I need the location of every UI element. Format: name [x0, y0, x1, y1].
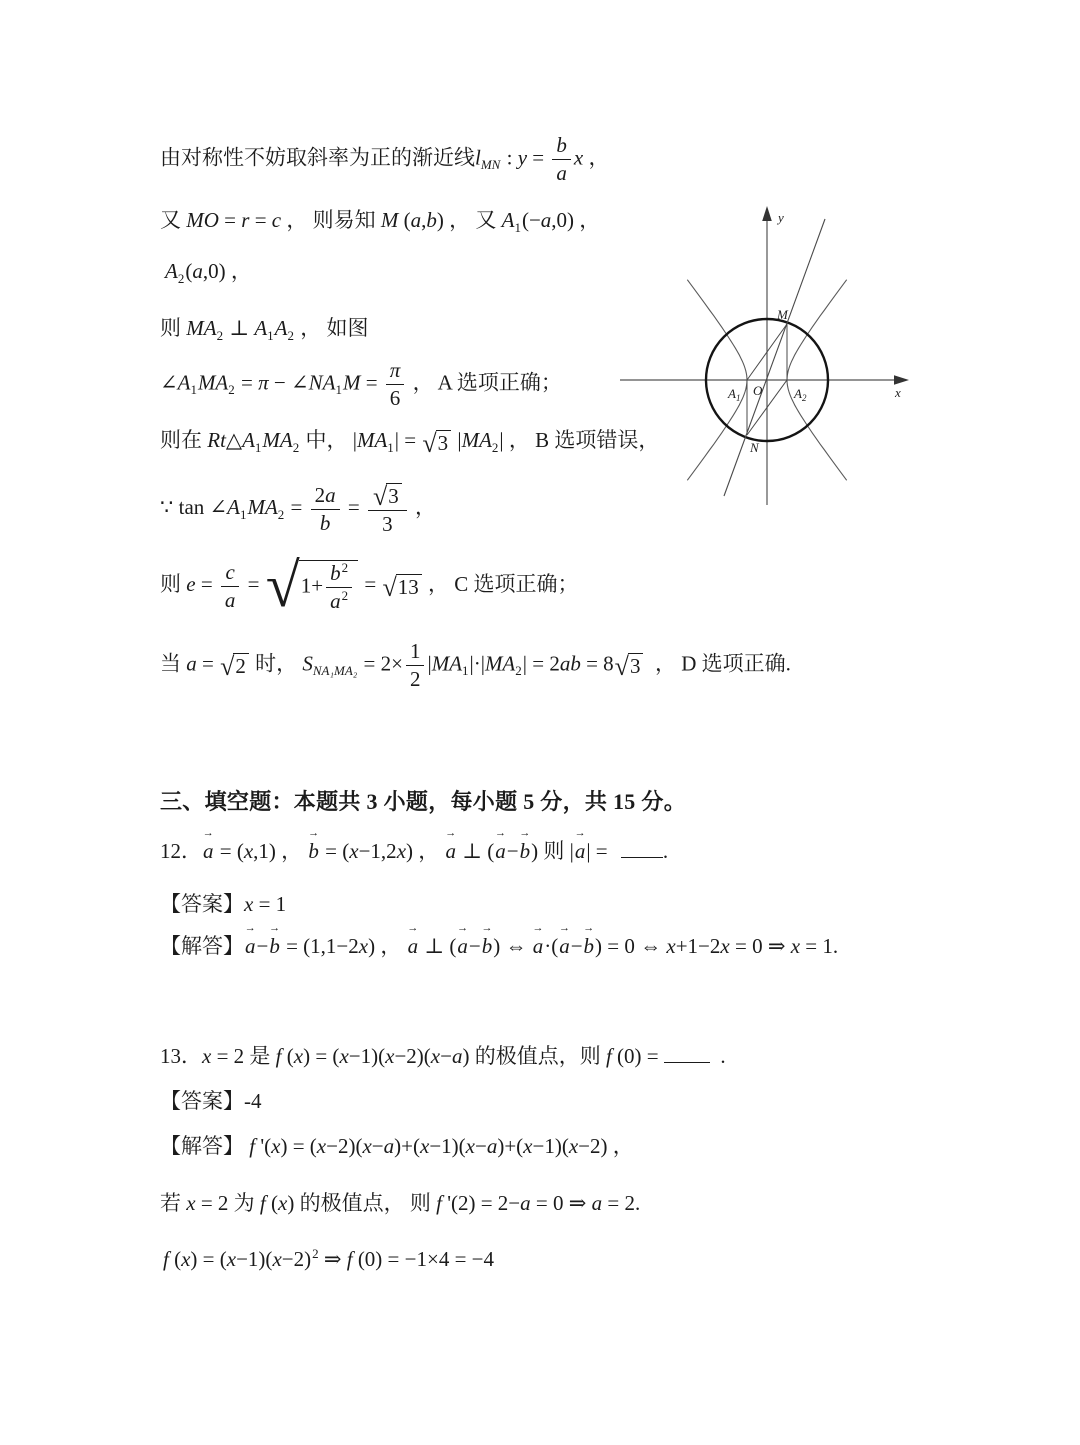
solution-line-perpendicular: 则 $MA_2$ ⊥ $A_1A_2$ ， 如图 [160, 316, 369, 343]
x-axis-arrow-icon [894, 375, 909, 385]
question-12: 12． → a = (x,1) ， → b = (x−1,2x) ， → a ⊥ ( → a− → b) 则 | → a| = . [160, 827, 669, 864]
explanation-13-derivative: 【解答】 f '(x) = (x−2)(x−a)+(x−1)(x−a)+(x−1)(x−2) ， [160, 1134, 634, 1158]
solution-line-area-option-d: 当 a = √ 2 时， $S_{NA_1MA_2} = 2\times$ $\frac{1}{2}$ $|MA_1|\cdot|MA_2| = 2ab = 8$ √ 3 ， D 选项正确. [160, 639, 791, 691]
explanation-13-result: f $(x) = (x-1)(x-2)^2$ ⇒ f (0) = −1×4 = −4 [163, 1246, 495, 1271]
y-axis-arrow-icon [762, 206, 772, 221]
label-a2: $A_2$ [794, 386, 807, 403]
section-heading: 三、填空题：本题共 3 小题，每小题 5 分，共 15 分。 [160, 789, 687, 814]
solution-line-angle-option-a: $\angle A_1MA_2 = \pi$ − $\angle NA_1M$ = $\frac{\pi}{6}$ ， A 选项正确； [160, 358, 562, 410]
solution-line-tan: ∵ $\tan \angle A_1MA_2$ = $\frac{2a}{b}$ = √ 3 3 ， [160, 481, 436, 537]
label-a1: $A_1$ [728, 386, 741, 403]
label-m: M [777, 307, 788, 322]
solution-line-a2: $A_2(a,0)$ ， [165, 259, 252, 286]
explanation-12: 【解答】 → a− → b = (1,1−2x) ， → a ⊥ ( → a− → b) ⇔ → a·( → a− → b) = 0 ⇔ x+1−2x = 0 ⇒ x = 1. [160, 922, 839, 958]
label-x: x [895, 385, 901, 400]
solution-line-eccentricity-option-c: 则 e = $\frac{c}{a}$ = √ 1+ $\frac{b^2}{a^2}$ = √ 13 ， C 选项正确； [160, 552, 579, 621]
hyperbola-circle-figure [610, 195, 910, 510]
solution-line-asymptote: 由对称性不妨取斜率为正的渐近线$l_{MN}$ : y = $\frac{b}{a}$ x ， [160, 133, 610, 185]
solution-line-mo-r-c: 又 MO = r = c ， 则易知 M (a,b) ， 又 $A_1(-a,0)$ ， [160, 208, 601, 235]
label-o: O [753, 383, 763, 398]
label-n: N [750, 440, 759, 455]
answer-12: 【答案】x = 1 [160, 892, 287, 916]
line-mn-asymptote [724, 219, 825, 496]
answer-13: 【答案】-4 [160, 1089, 262, 1113]
label-y: y [778, 210, 784, 225]
question-13: 13．x = 2 是 f (x) = (x−1)(x−2)(x−a) 的极值点，则 f (0) = . [160, 1040, 726, 1070]
explanation-13-extremum: 若 x = 2 为 f (x) 的极值点， 则 f '(2) = 2−a = 0 ⇒ a = 2. [160, 1191, 641, 1215]
solution-line-rt-triangle-option-b: 则在 $Rt\triangle A_1MA_2$ 中， $|MA_1|$ = √ 3 $|MA_2|$ ， B 选项错误， [160, 428, 660, 458]
